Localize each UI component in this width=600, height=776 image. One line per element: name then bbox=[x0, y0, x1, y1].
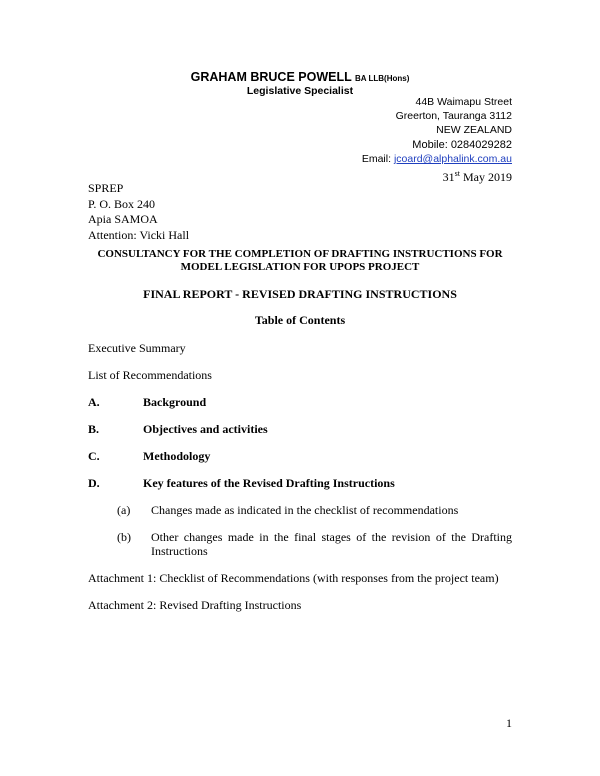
address-line-3: NEW ZEALAND bbox=[436, 124, 512, 136]
title-line-1: CONSULTANCY FOR THE COMPLETION OF DRAFTING INSTRUCTIONS FOR bbox=[97, 248, 503, 260]
author-degree: BA LLB(Hons) bbox=[355, 74, 410, 83]
toc-section-letter: A. bbox=[88, 395, 100, 409]
title-line-2: MODEL LEGISLATION FOR UPOPS PROJECT bbox=[180, 261, 420, 273]
toc-section-title: Background bbox=[143, 395, 207, 409]
author-name-text: GRAHAM BRUCE POWELL bbox=[190, 70, 352, 84]
email-label: Email: bbox=[361, 153, 392, 165]
author-role: Legislative Specialist bbox=[246, 85, 354, 97]
recipient-line: Attention: Vicki Hall bbox=[88, 227, 190, 242]
toc-section-letter: B. bbox=[88, 422, 100, 436]
toc-executive-summary: Executive Summary bbox=[88, 341, 186, 355]
consultancy-title bbox=[88, 248, 512, 274]
toc-section-title: Objectives and activities bbox=[143, 422, 268, 436]
report-title: FINAL REPORT - REVISED DRAFTING INSTRUCTIONS bbox=[143, 287, 457, 301]
recipient-block bbox=[88, 181, 189, 243]
author-name bbox=[0, 70, 600, 84]
recipient-line: Apia SAMOA bbox=[88, 212, 158, 226]
toc-section-letter: C. bbox=[88, 449, 100, 463]
toc-attachment-1: Attachment 1: Checklist of Recommendations (with responses from the project team) bbox=[88, 571, 499, 585]
toc-section-title: Methodology bbox=[143, 449, 211, 463]
page-number: 1 bbox=[506, 716, 512, 730]
toc-subsection-label: (a) bbox=[117, 503, 131, 517]
address-line-2: Greerton, Tauranga 3112 bbox=[395, 110, 512, 122]
recipient-line: P. O. Box 240 bbox=[88, 196, 156, 211]
email-link[interactable]: jcoard@alphalink.com.au bbox=[393, 153, 512, 165]
date-day: 31 bbox=[442, 170, 455, 184]
recipient-line: SPREP bbox=[88, 181, 124, 195]
letter-date bbox=[443, 170, 512, 185]
toc-section-title: Key features of the Revised Drafting Instructions bbox=[143, 476, 395, 490]
date-rest: May 2019 bbox=[463, 170, 512, 184]
address-line-1: 44B Waimapu Street bbox=[415, 96, 512, 108]
date-suffix: st bbox=[454, 169, 460, 178]
mobile-number: Mobile: 0284029282 bbox=[412, 139, 512, 151]
toc-recommendations: List of Recommendations bbox=[88, 368, 212, 382]
toc-subsection-title-line1: Other changes made in the final stages of the revision of the Drafting bbox=[151, 530, 512, 544]
email-line bbox=[362, 152, 512, 166]
toc-subsection-label: (b) bbox=[117, 530, 131, 544]
toc-attachment-2: Attachment 2: Revised Drafting Instructions bbox=[88, 598, 302, 612]
toc-section-letter: D. bbox=[88, 476, 100, 490]
toc-subsection-title: Changes made as indicated in the checklist of recommendations bbox=[151, 503, 459, 517]
toc-subsection-title-line2: Instructions bbox=[151, 544, 208, 558]
toc-heading: Table of Contents bbox=[254, 313, 346, 327]
